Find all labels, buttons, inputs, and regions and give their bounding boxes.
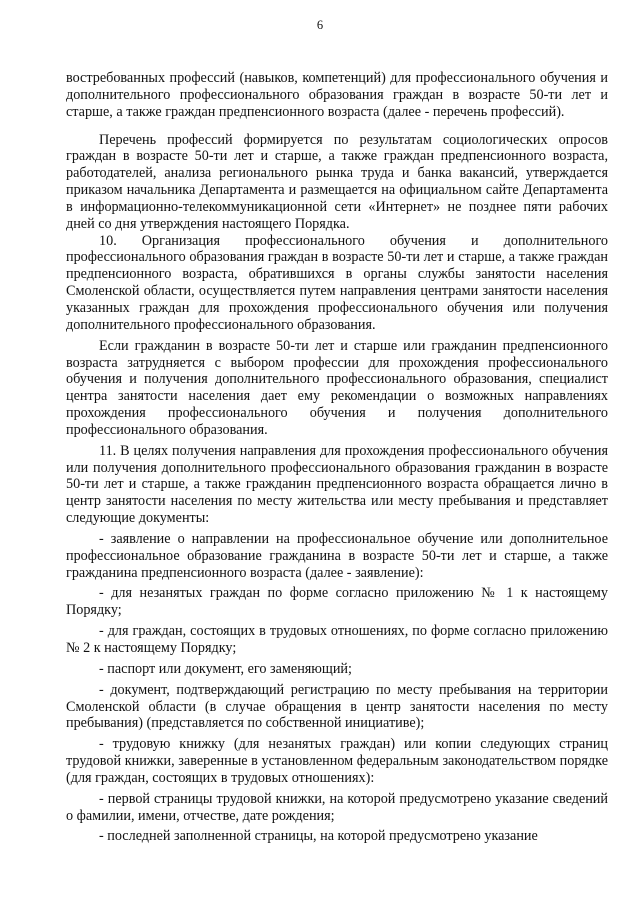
list-item-last-page: - последней заполненной страницы, на которой предусмотрено указание <box>99 828 538 845</box>
paragraph-item-11: 11. В целях получения направления для прохождения профессионального обучения или получения дополнительного профессионального образования гражданин в возрасте 50-ти лет и старше, а также гражданин предпенсионного возраста обращается лично в центр занятости населения по месту жительства или месту пребывания и представляет следующие документы: <box>66 442 608 527</box>
document-body <box>66 70 608 845</box>
page-number: 6 <box>316 18 324 32</box>
list-item-registration: - документ, подтверждающий регистрацию по месту пребывания на территории Смоленской области (в случае обращения в центр занятости населения по месту пребывания) (представляется по собственной инициативе); <box>66 681 608 732</box>
paragraph-item-10: 10. Организация профессионального обучения и дополнительного профессионального образования граждан в возрасте 50-ти лет и старше, а также граждан предпенсионного возраста, обратившихся в органы службы занятости населения Смоленской области, осуществляется путем направления центрами занятости населения указанных граждан для прохождения профессионального обучения или получения дополнительного профессионального образования. <box>66 232 608 333</box>
paragraph-continuation: востребованных профессий (навыков, компетенций) для профессионального обучения и дополнительного профессионального образования граждан в возрасте 50-ти лет и старше, а также граждан предпенсионного возраста (далее - перечень профессий). <box>66 70 608 120</box>
list-item-passport: - паспорт или документ, его заменяющий; <box>99 660 352 677</box>
paragraph-recommendation: Если гражданин в возрасте 50-ти лет и старше или гражданин предпенсионного возраста затрудняется с выбором профессии для прохождения профессионального обучения и получения дополнительного профессионального образования, специалист центра занятости населения дает ему рекомендации о возможных направлениях прохождения профессионального обучения и получения дополнительного профессионального образования. <box>66 337 608 438</box>
list-item-unemployed-form: - для незанятых граждан по форме согласно приложению № 1 к настоящему Порядку; <box>66 585 608 619</box>
list-item-first-page: - первой страницы трудовой книжки, на которой предусмотрено указание сведений о фамилии, имени, отчестве, дате рождения; <box>66 790 608 824</box>
list-item-application: - заявление о направлении на профессиональное обучение или дополнительное профессиональное образование гражданина в возрасте 50-ти лет и старше, а также гражданина предпенсионного возраста (далее - заявление): <box>66 530 608 581</box>
list-item-work-book: - трудовую книжку (для незанятых граждан) или копии следующих страниц трудовой книжки, заверенные в установленном федеральным законодательством порядке (для граждан, состоящих в трудовых отношениях): <box>66 736 608 786</box>
paragraph-professions-list: Перечень профессий формируется по результатам социологических опросов граждан в возрасте 50-ти лет и старше, а также граждан предпенсионного возраста, работодателей, анализа регионального рынка труда и банка вакансий, утверждается приказом начальника Департамента и размещается на официальном сайте Департамента в информационно-телекоммуникационной сети «Интернет» не позднее пяти рабочих дней со дня утверждения настоящего Порядка. <box>66 131 608 232</box>
list-item-employed-form: - для граждан, состоящих в трудовых отношениях, по форме согласно приложению № 2 к настоящему Порядку; <box>66 623 608 656</box>
